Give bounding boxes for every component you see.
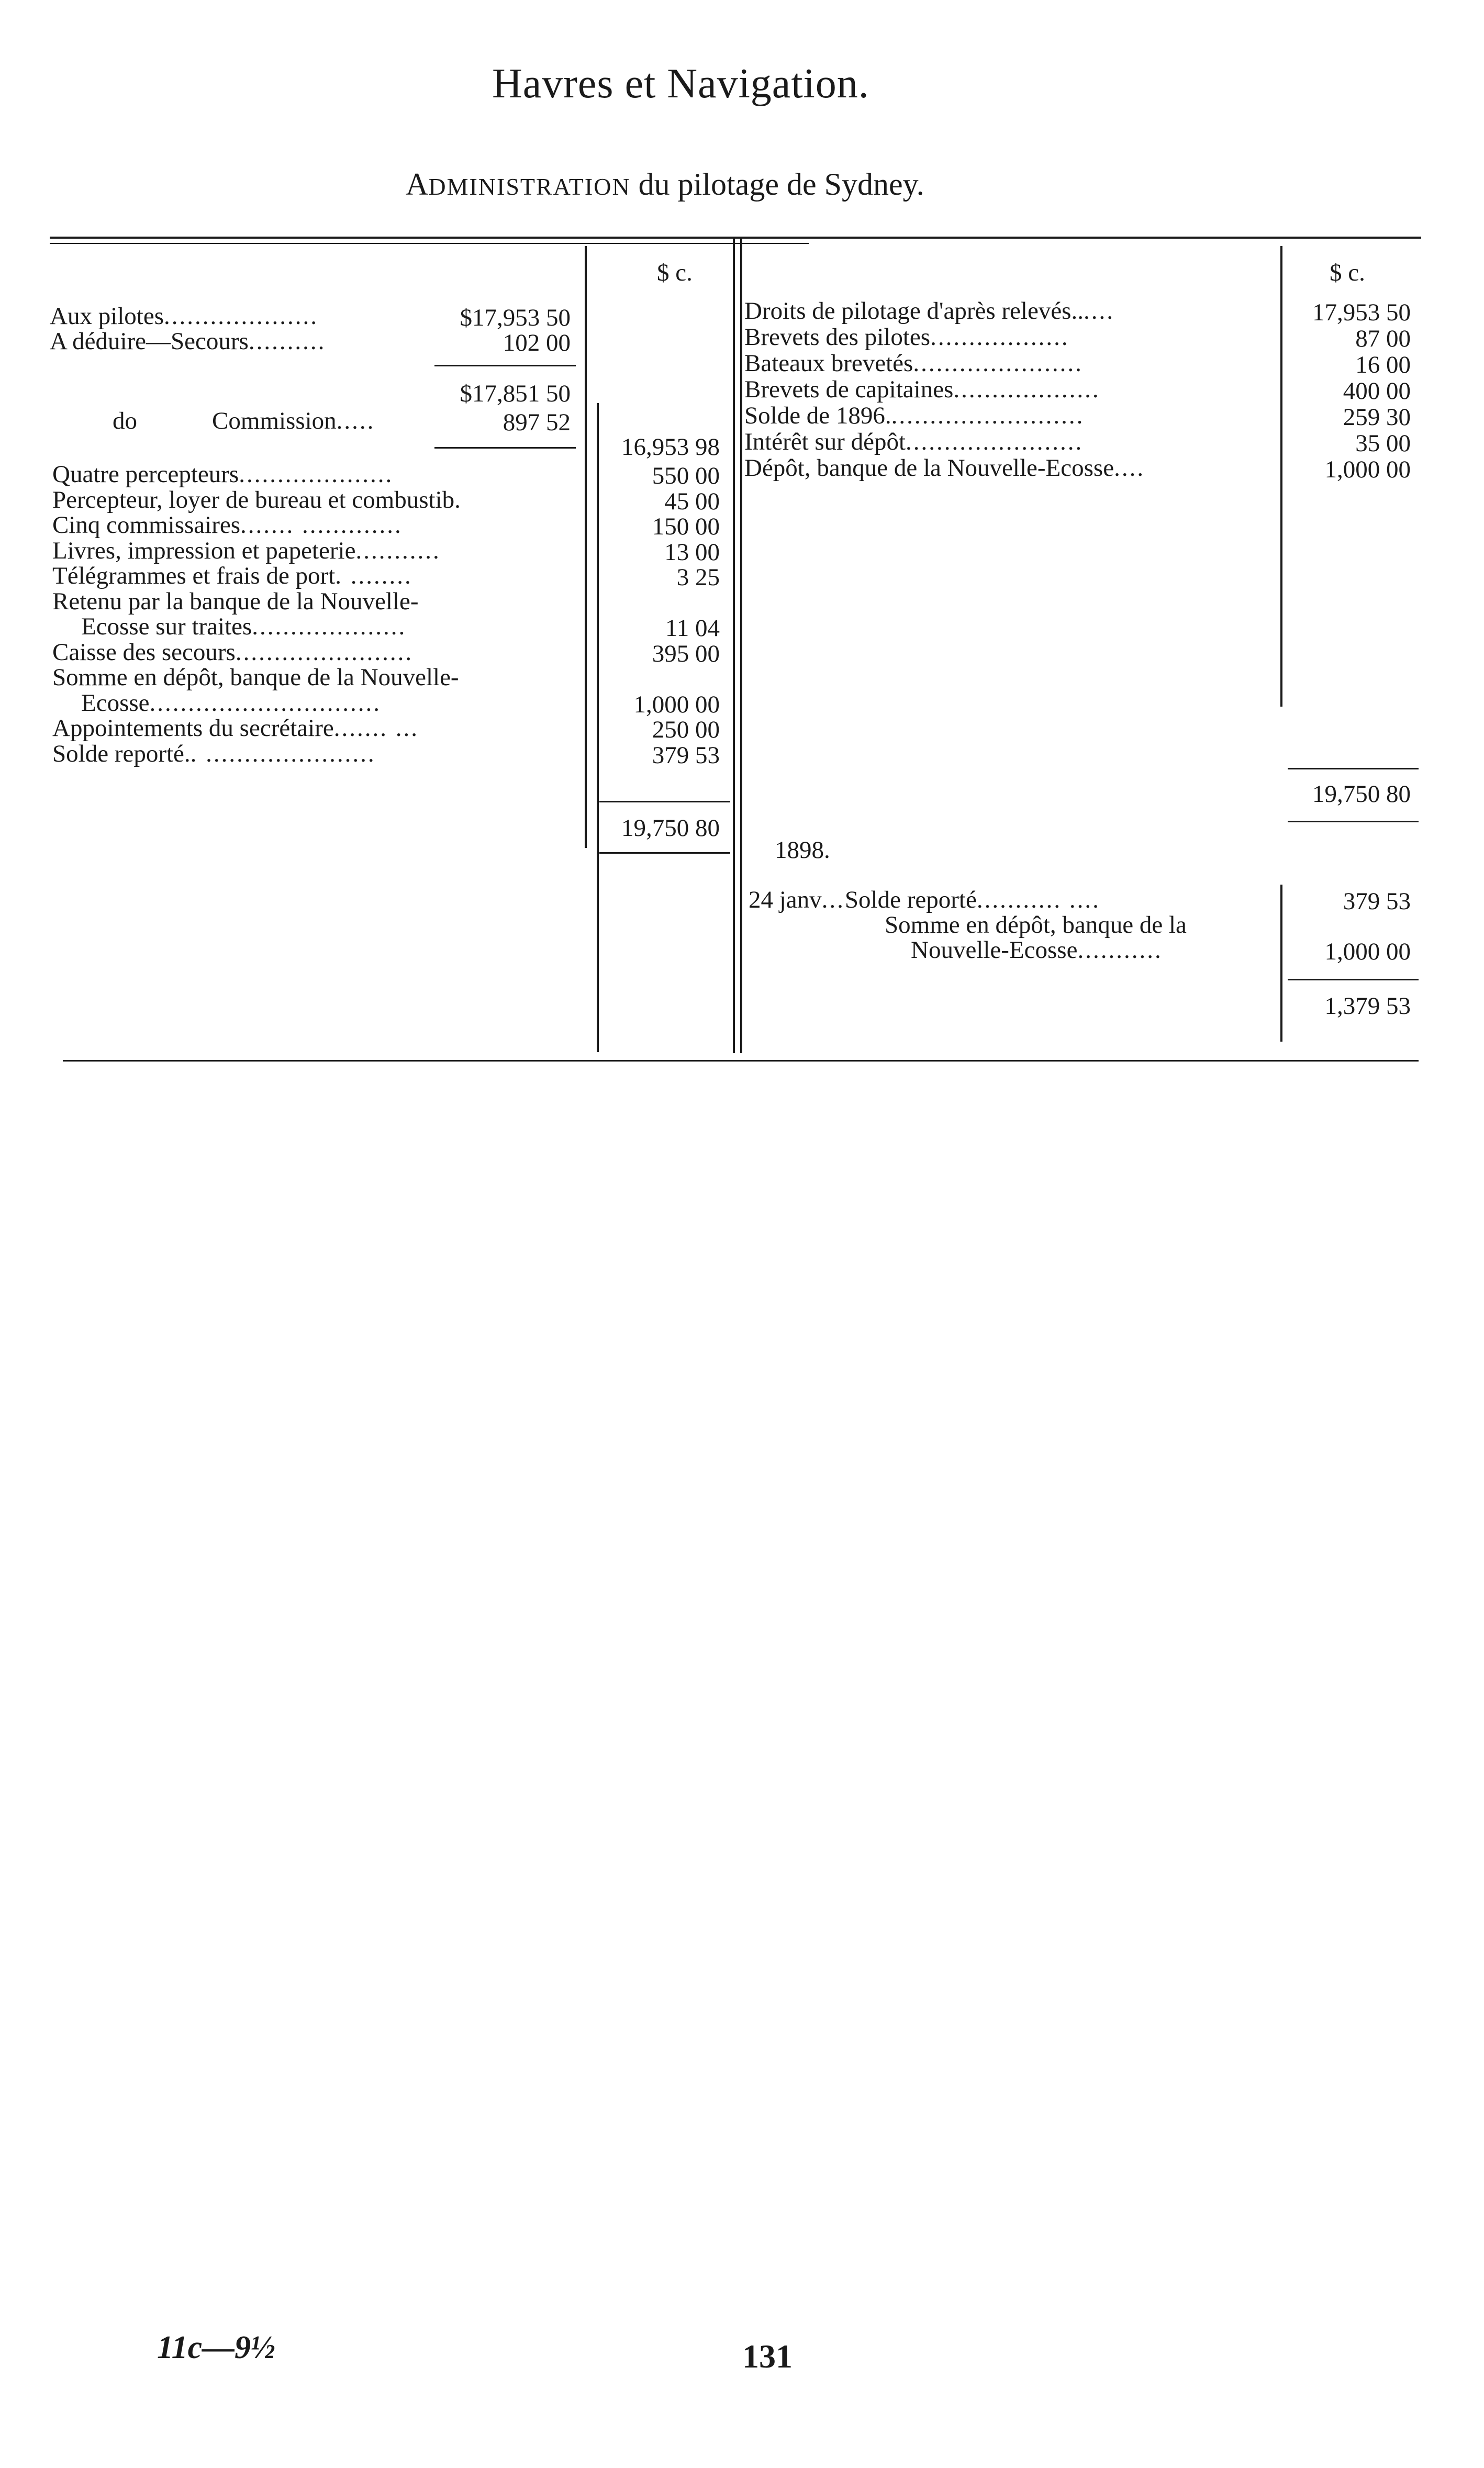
- left-net-total: 16,953 98: [621, 433, 720, 461]
- item-amount: 259 30: [1343, 404, 1411, 431]
- left-commission-value: 897 52: [503, 409, 571, 436]
- item-label: Brevets des pilotes: [744, 323, 931, 351]
- right-year: 1898.: [775, 836, 830, 864]
- col-rule-left-text: [585, 246, 587, 848]
- left-total-rule-top: [599, 801, 730, 802]
- left-grand-total: 19,750 80: [621, 814, 720, 842]
- left-item: [52, 741, 376, 766]
- item-dots: ...........: [355, 537, 441, 564]
- item-label: Ecosse sur traites: [81, 613, 252, 640]
- currency-header-left: $ c.: [657, 259, 693, 286]
- left-item: [52, 487, 461, 512]
- item-label: Livres, impression et papeterie: [52, 537, 356, 564]
- item-amount: 16 00: [1355, 351, 1411, 378]
- commission-label: Commission: [212, 407, 337, 434]
- item-amount: 17,953 50: [1312, 299, 1411, 326]
- currency-header-right: $ c.: [1330, 259, 1365, 286]
- item-label: Cinq commissaires: [52, 511, 240, 539]
- page-number: 131: [742, 2338, 793, 2375]
- item-amount: 379 53: [652, 742, 720, 769]
- item-amount: 1,000 00: [1324, 456, 1411, 483]
- left-item: [52, 462, 393, 487]
- item-amount: 400 00: [1343, 377, 1411, 405]
- item-amount: 35 00: [1355, 430, 1411, 457]
- item-amount: 150 00: [652, 513, 720, 540]
- col-rule-center-1: [733, 237, 735, 1053]
- subtotal-rule: [434, 365, 576, 366]
- right-item: [744, 325, 1069, 350]
- col-rule-left-amount: [597, 403, 599, 1052]
- item-dots: ..................: [930, 323, 1069, 351]
- right-deposit-line-1: Somme en dépôt, banque de la: [885, 911, 1187, 939]
- item-label: Brevets de capitaines: [744, 376, 954, 403]
- item-amount: 45 00: [664, 488, 720, 515]
- page-title: Havres et Navigation.: [492, 61, 869, 107]
- item-label: Dépôt, banque de la Nouvelle-Ecosse: [744, 454, 1114, 482]
- left-row-deduire: [50, 329, 326, 354]
- carry-date: 24 janv: [749, 886, 822, 913]
- right-item: [744, 351, 1083, 376]
- item-dots: . ......................: [190, 740, 376, 767]
- left-item: [52, 563, 412, 588]
- signature-mark: 11c—9½: [157, 2330, 275, 2365]
- item-amount: 3 25: [676, 564, 720, 591]
- right-grand-total: 19,750 80: [1312, 780, 1411, 808]
- item-label: Télégrammes et frais de port: [52, 562, 336, 589]
- item-dots: ....... ...: [333, 714, 419, 742]
- item-amount: 550 00: [652, 462, 720, 489]
- right-total-rule-bottom: [1288, 821, 1419, 822]
- page-subtitle: [406, 166, 924, 203]
- item-label: Droits de pilotage d'après relevés..: [744, 297, 1084, 325]
- item-amount: 87 00: [1355, 325, 1411, 352]
- item-dots: ...................: [953, 376, 1100, 403]
- row-dots: ....................: [164, 303, 319, 330]
- item-dots: ....: [1114, 454, 1145, 482]
- top-rule-thin: [50, 243, 809, 244]
- right-final-rule: [1288, 979, 1419, 980]
- right-final-total: 1,379 53: [1324, 992, 1411, 1020]
- item-dots: . ........: [335, 562, 412, 589]
- right-carry-line: [749, 887, 1100, 912]
- left-commission-label: [212, 408, 375, 433]
- left-item: [52, 512, 403, 538]
- right-item: [744, 403, 1084, 428]
- item-amount: 395 00: [652, 640, 720, 667]
- commission-dots: .....: [336, 407, 375, 434]
- left-subtotal: $17,851 50: [460, 380, 571, 407]
- item-label: Solde reporté.: [52, 740, 191, 767]
- item-dots: ....................: [239, 461, 394, 488]
- bottom-rule: [63, 1060, 1419, 1062]
- item-amount: 13 00: [664, 539, 720, 566]
- item-label: Appointements du secrétaire: [52, 714, 334, 742]
- left-item: [52, 589, 419, 614]
- item-label: Retenu par la banque de la Nouvelle-: [52, 588, 419, 615]
- row-label: Aux pilotes: [50, 303, 164, 330]
- left-item: [81, 614, 406, 639]
- item-dots: ....: [1083, 297, 1114, 325]
- right-deposit-line-2: [911, 937, 1163, 963]
- item-label: Caisse des secours: [52, 639, 236, 666]
- left-commission-do: do: [113, 407, 137, 434]
- subtitle-caps-first: A: [406, 167, 429, 202]
- left-row-deduire-inner: 102 00: [503, 329, 571, 356]
- item-dots: .........................: [891, 402, 1085, 429]
- deposit-label: Nouvelle-Ecosse: [911, 936, 1078, 964]
- left-row-aux-pilotes: [50, 304, 318, 329]
- item-dots: .......................: [906, 428, 1084, 455]
- col-rule-right-amount: [1280, 246, 1282, 707]
- item-amount: 250 00: [652, 716, 720, 743]
- right-carry-amount: 379 53: [1343, 888, 1411, 915]
- item-dots: ....................: [252, 613, 407, 640]
- item-dots: ......................: [913, 350, 1083, 377]
- right-item: [744, 377, 1100, 402]
- commission-rule: [434, 447, 576, 449]
- right-total-rule-top: [1288, 768, 1419, 769]
- item-label: Somme en dépôt, banque de la Nouvelle-: [52, 664, 459, 691]
- left-total-rule-bottom: [599, 852, 730, 854]
- item-label: Percepteur, loyer de bureau et combustib.: [52, 486, 461, 513]
- item-amount: 11 04: [665, 615, 720, 642]
- top-rule: [50, 237, 1421, 239]
- subtitle-rest: du pilotage de Sydney.: [630, 167, 924, 202]
- subtitle-caps-rest: DMINISTRATION: [428, 173, 631, 200]
- item-label: Solde de 1896.: [744, 402, 891, 429]
- row-dots: ..........: [248, 328, 326, 355]
- left-item: [52, 538, 441, 563]
- left-item: [81, 690, 381, 716]
- col-rule-center-2: [740, 237, 742, 1053]
- carry-date-dots: ...: [821, 886, 845, 913]
- carry-dots: ........... ....: [976, 886, 1100, 913]
- item-label: Bateaux brevetés: [744, 350, 913, 377]
- right-item: [744, 429, 1083, 454]
- item-label: Intérêt sur dépôt: [744, 428, 906, 455]
- deposit-dots: ...........: [1077, 936, 1163, 964]
- col-rule-right-amount-lower: [1280, 885, 1282, 1042]
- right-deposit-amount: 1,000 00: [1324, 938, 1411, 965]
- item-label: Quatre percepteurs: [52, 461, 239, 488]
- left-item: [52, 640, 413, 665]
- carry-label: Solde reporté: [844, 886, 977, 913]
- left-item: [52, 716, 419, 741]
- item-dots: ..............................: [149, 689, 382, 717]
- right-item: [744, 455, 1145, 481]
- item-amount: 1,000 00: [633, 691, 720, 718]
- item-dots: ....... .............: [240, 511, 403, 539]
- left-row-aux-pilotes-inner: $17,953 50: [460, 304, 571, 331]
- item-dots: .......................: [235, 639, 414, 666]
- row-label: A déduire—Secours: [50, 328, 249, 355]
- item-label: Ecosse: [81, 689, 150, 717]
- left-item: [52, 665, 459, 690]
- right-item: [744, 298, 1114, 323]
